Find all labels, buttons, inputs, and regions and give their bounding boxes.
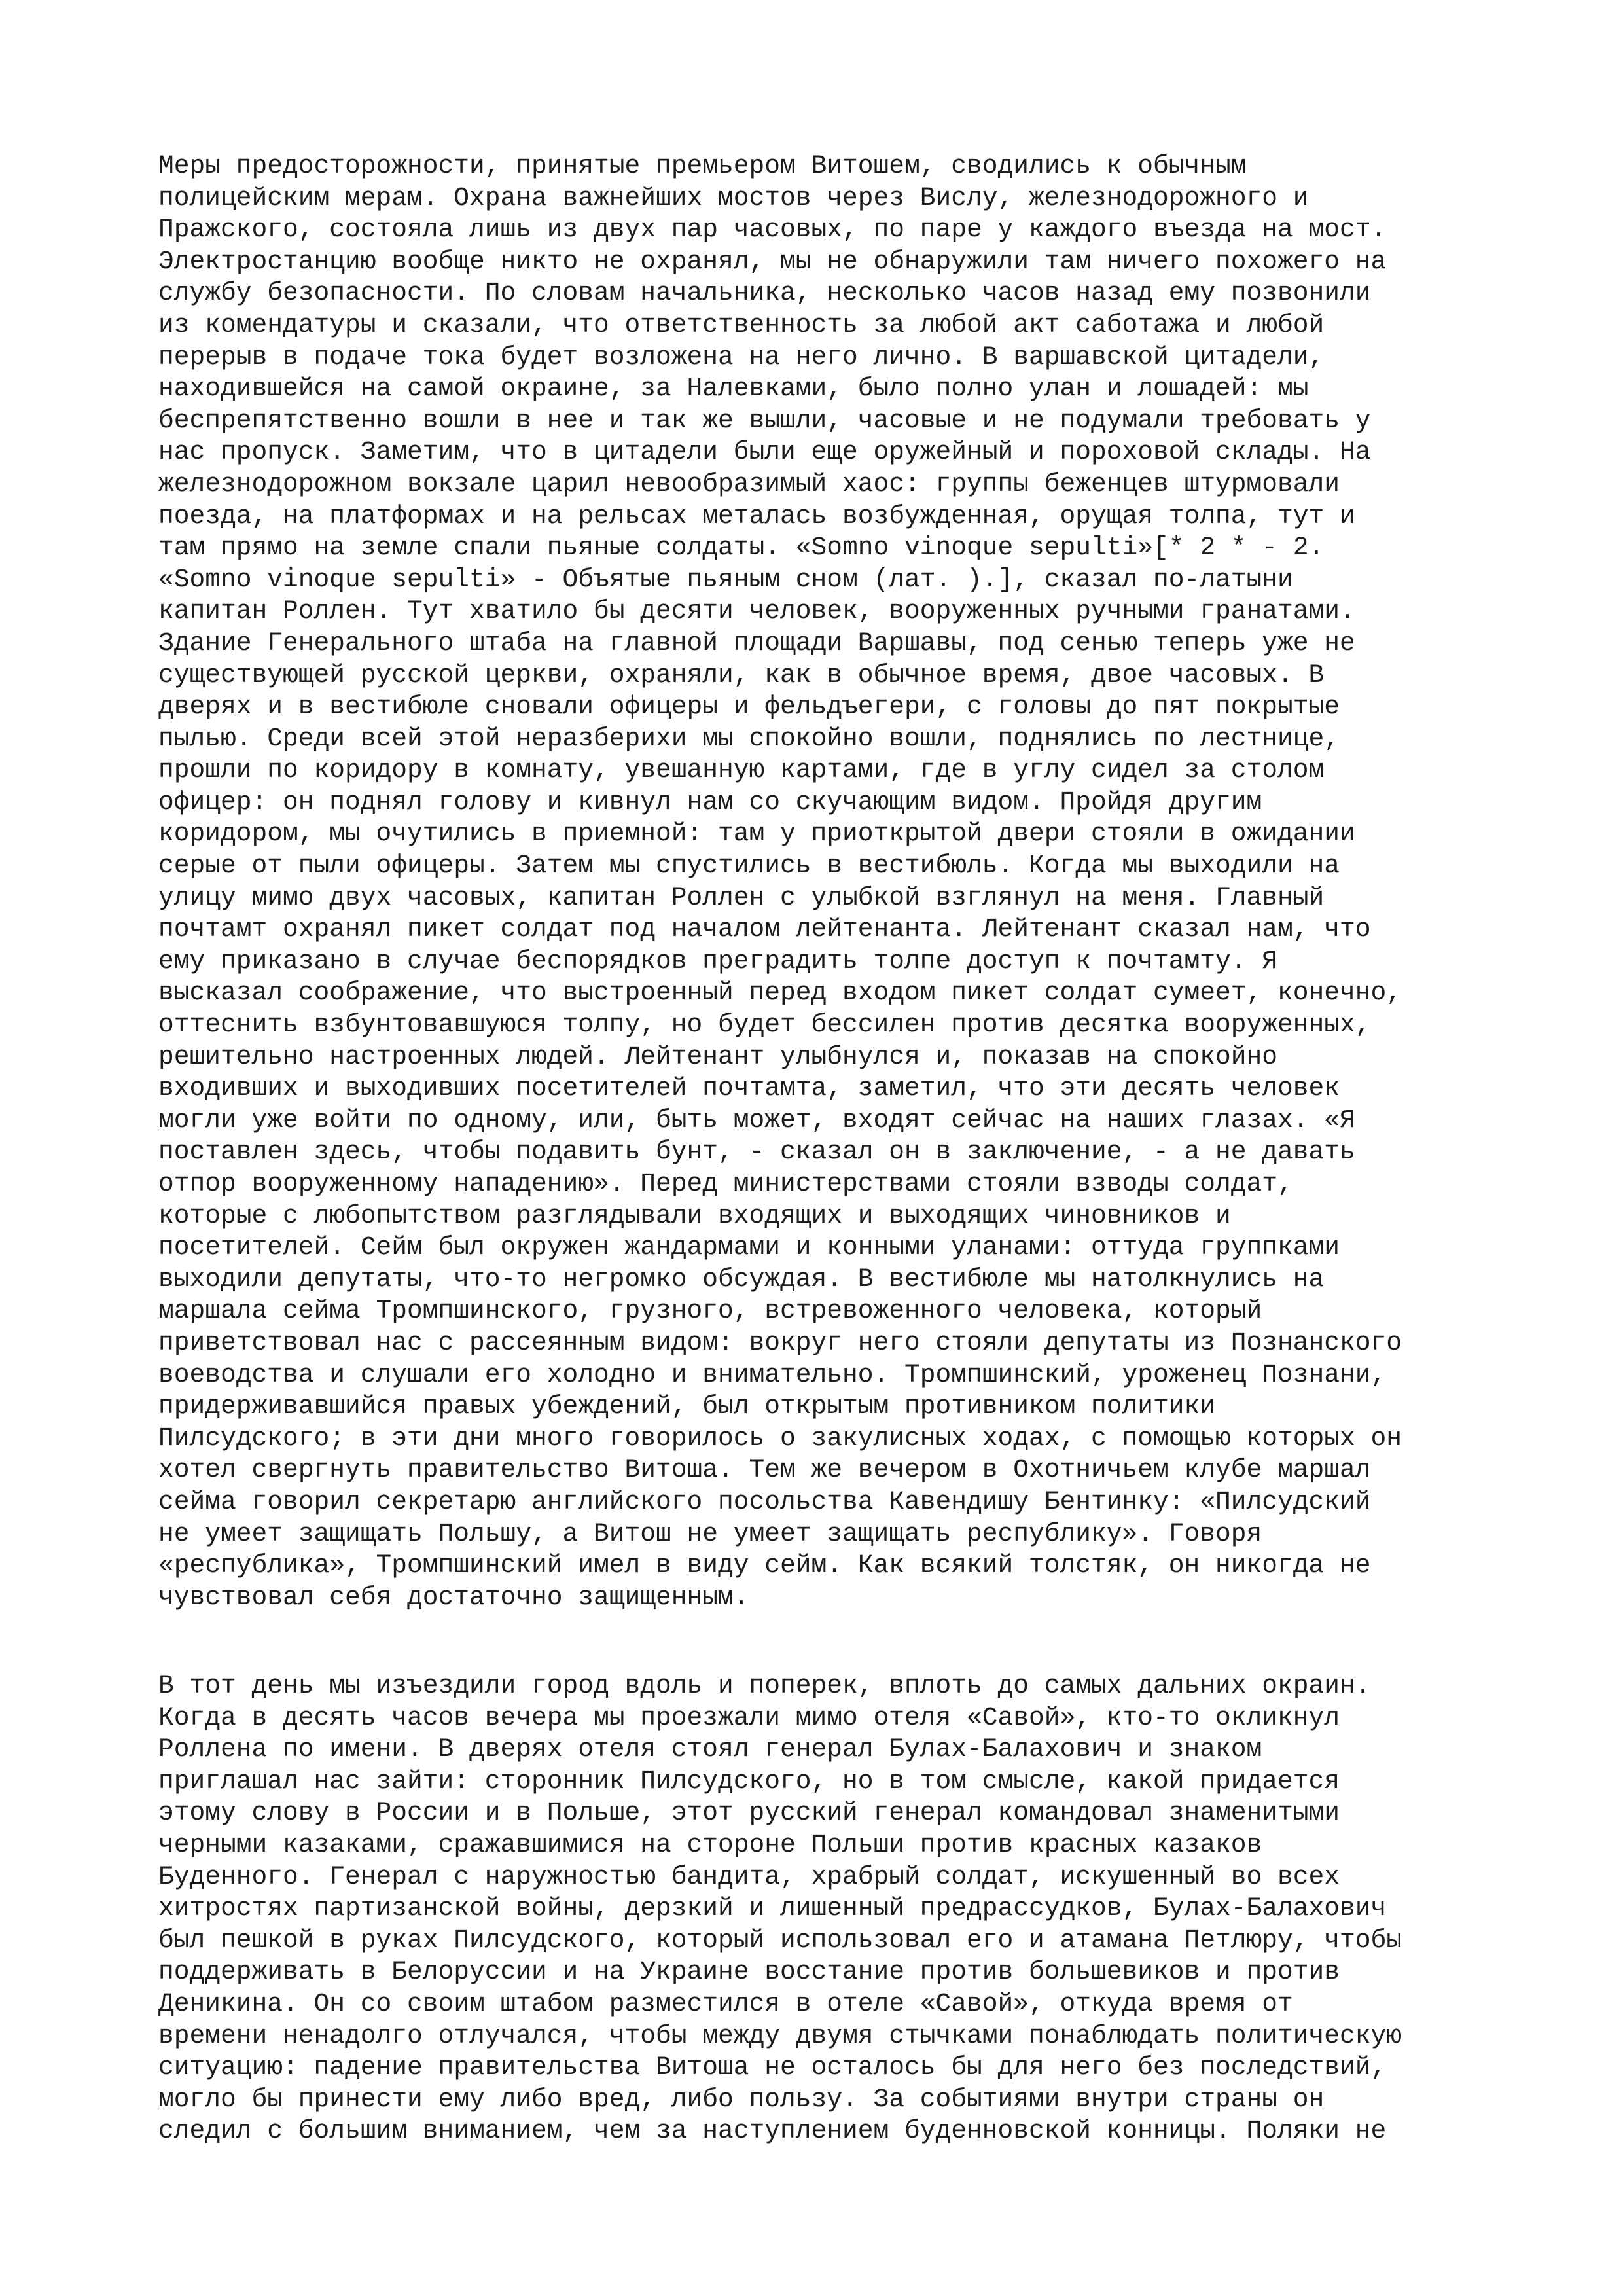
text-line: улицу мимо двух часовых, капитан Роллен с улыбкой взглянул на меня. Главный — [158, 882, 1325, 912]
text-line: офицер: он поднял голову и кивнул нам со скучающим видом. Пройдя другим — [158, 787, 1262, 817]
text-line: полицейским мерам. Охрана важнейших мостов через Вислу, железнодорожного и — [158, 183, 1309, 213]
paragraph-2 — [158, 1670, 1487, 2147]
text-line: отпор вооруженному нападению». Перед министерствами стояли взводы солдат, — [158, 1169, 1293, 1198]
text-line: придерживавшийся правых убеждений, был открытым противником политики — [158, 1391, 1216, 1422]
text-line: поезда, на платформах и на рельсах металась возбужденная, орущая толпа, тут и — [158, 501, 1355, 531]
text-line: коридором, мы очутились в приемной: там у приоткрытой двери стояли в ожидании — [158, 819, 1355, 849]
text-line: поставлен здесь, чтобы подавить бунт, - сказал он в заключение, - а не давать — [158, 1137, 1355, 1167]
text-line: прошли по коридору в комнату, увешанную картами, где в углу сидел за столом — [158, 755, 1325, 785]
paragraph-1 — [158, 151, 1487, 1613]
text-line: там прямо на земле спали пьяные солдаты. «Somno vinoque sepulti»[* 2 * - 2. — [158, 533, 1325, 563]
text-line: железнодорожном вокзале царил невообразимый хаос: группы беженцев штурмовали — [158, 469, 1340, 499]
text-line: могло бы принести ему либо вред, либо пользу. За событиями внутри страны он — [158, 2084, 1325, 2114]
text-line: ему приказано в случае беспорядков преградить толпе доступ к почтамту. Я — [158, 946, 1278, 976]
text-line: существующей русской церкви, охраняли, как в обычное время, двое часовых. В — [158, 660, 1325, 690]
text-line: нас пропуск. Заметим, что в цитадели были еще оружейный и пороховой склады. На — [158, 437, 1371, 467]
text-line: дверях и в вестибюле сновали офицеры и фельдъегери, с головы до пят покрытые — [158, 692, 1340, 722]
text-line: времени ненадолго отлучался, чтобы между двумя стычками понаблюдать политическую — [158, 2020, 1402, 2051]
text-line: могли уже войти по одному, или, быть может, входят сейчас на наших глазах. «Я — [158, 1105, 1355, 1135]
text-line: беспрепятственно вошли в нее и так же вышли, часовые и не подумали требовать у — [158, 405, 1371, 435]
text-line: черными казаками, сражавшимися на стороне Польши против красных казаков — [158, 1829, 1262, 1859]
text-line: которые с любопытством разглядывали входящих и выходящих чиновников и — [158, 1200, 1231, 1230]
text-line: из комендатуры и сказали, что ответственность за любой акт саботажа и любой — [158, 310, 1325, 340]
text-line: Когда в десять часов вечера мы проезжали мимо отеля «Савой», кто-то окликнул — [158, 1702, 1340, 1732]
text-line: оттеснить взбунтовавшуюся толпу, но будет бессилен против десятка вооруженных, — [158, 1010, 1371, 1040]
text-line: перерыв в подаче тока будет возложена на него лично. В варшавской цитадели, — [158, 342, 1325, 372]
text-line: приглашал нас зайти: сторонник Пилсудского, но в том смысле, какой придается — [158, 1766, 1340, 1796]
text-line: сейма говорил секретарю английского посольства Кавендишу Бентинку: «Пилсудский — [158, 1486, 1371, 1516]
text-line: хитростях партизанской войны, дерзкий и лишенный предрассудков, Булах-Балахович — [158, 1893, 1387, 1924]
text-line: решительно настроенных людей. Лейтенант улыбнулся и, показав на спокойно — [158, 1041, 1278, 1071]
text-line: хотел свергнуть правительство Витоша. Тем же вечером в Охотничьем клубе маршал — [158, 1455, 1371, 1485]
text-line: посетителей. Сейм был окружен жандармами и конными уланами: оттуда группками — [158, 1232, 1340, 1263]
text-line: маршала сейма Тромпшинского, грузного, встревоженного человека, который — [158, 1296, 1262, 1326]
text-line: следил с большим вниманием, чем за наступлением буденновской конницы. Поляки не — [158, 2116, 1387, 2146]
text-line: ситуацию: падение правительства Витоша не осталось бы для него без последствий, — [158, 2053, 1387, 2083]
text-line: чувствовал себя достаточно защищенным. — [158, 1582, 749, 1612]
text-line: этому слову в России и в Польше, этот русский генерал командовал знаменитыми — [158, 1798, 1340, 1828]
text-line: приветствовал нас с рассеянным видом: вокруг него стояли депутаты из Познанского — [158, 1327, 1402, 1357]
text-line: Здание Генерального штаба на главной площади Варшавы, под сенью теперь уже не — [158, 628, 1355, 658]
text-line: поддерживать в Белоруссии и на Украине восстание против большевиков и против — [158, 1957, 1340, 1987]
text-line: «республика», Тромпшинский имел в виду сейм. Как всякий толстяк, он никогда не — [158, 1551, 1371, 1581]
text-line: пылью. Среди всей этой неразберихи мы спокойно вошли, поднялись по лестнице, — [158, 723, 1340, 753]
text-line: В тот день мы изъездили город вдоль и поперек, вплоть до самых дальних окраин. — [158, 1671, 1371, 1700]
text-line: серые от пыли офицеры. Затем мы спустились в вестибюль. Когда мы выходили на — [158, 851, 1340, 881]
text-line: находившейся на самой окраине, за Налевками, было полно улан и лошадей: мы — [158, 374, 1309, 404]
text-line: высказал соображение, что выстроенный перед входом пикет солдат сумеет, конечно, — [158, 978, 1402, 1008]
text-line: не умеет защищать Польшу, а Витош не умеет защищать республику». Говоря — [158, 1518, 1262, 1549]
text-line: Электростанцию вообще никто не охранял, мы не обнаружили там ничего похожего на — [158, 246, 1387, 276]
text-line: выходили депутаты, что-то негромко обсуждая. В вестибюле мы натолкнулись на — [158, 1264, 1325, 1294]
text-line: почтамт охранял пикет солдат под началом лейтенанта. Лейтенант сказал нам, что — [158, 914, 1371, 944]
text-line: входивших и выходивших посетителей почтамта, заметил, что эти десять человек — [158, 1073, 1340, 1103]
text-line: службу безопасности. По словам начальника, несколько часов назад ему позвонили — [158, 278, 1371, 308]
text-line: Пилсудского; в эти дни много говорилось о закулисных ходах, с помощью которых он — [158, 1423, 1402, 1453]
text-line: Роллена по имени. В дверях отеля стоял генерал Булах-Балахович и знаком — [158, 1734, 1262, 1765]
text-line: был пешкой в руках Пилсудского, который использовал его и атамана Петлюру, чтобы — [158, 1925, 1402, 1955]
text-line: Деникина. Он со своим штабом разместился в отеле «Савой», откуда время от — [158, 1988, 1293, 2018]
text-line: Буденного. Генерал с наружностью бандита, храбрый солдат, искушенный во всех — [158, 1861, 1340, 1892]
text-line: воеводства и слушали его холодно и внимательно. Тромпшинский, уроженец Познани, — [158, 1359, 1387, 1390]
text-line: капитан Роллен. Тут хватило бы десяти человек, вооруженных ручными гранатами. — [158, 596, 1355, 626]
text-line: Пражского, состояла лишь из двух пар часовых, по паре у каждого въезда на мост. — [158, 215, 1387, 245]
text-line: «Somno vinoque sepulti» - Объятые пьяным сном (лат. ).], сказал по-латыни — [158, 564, 1293, 594]
text-line: Меры предосторожности, принятые премьером Витошем, сводились к обычным — [158, 151, 1247, 181]
